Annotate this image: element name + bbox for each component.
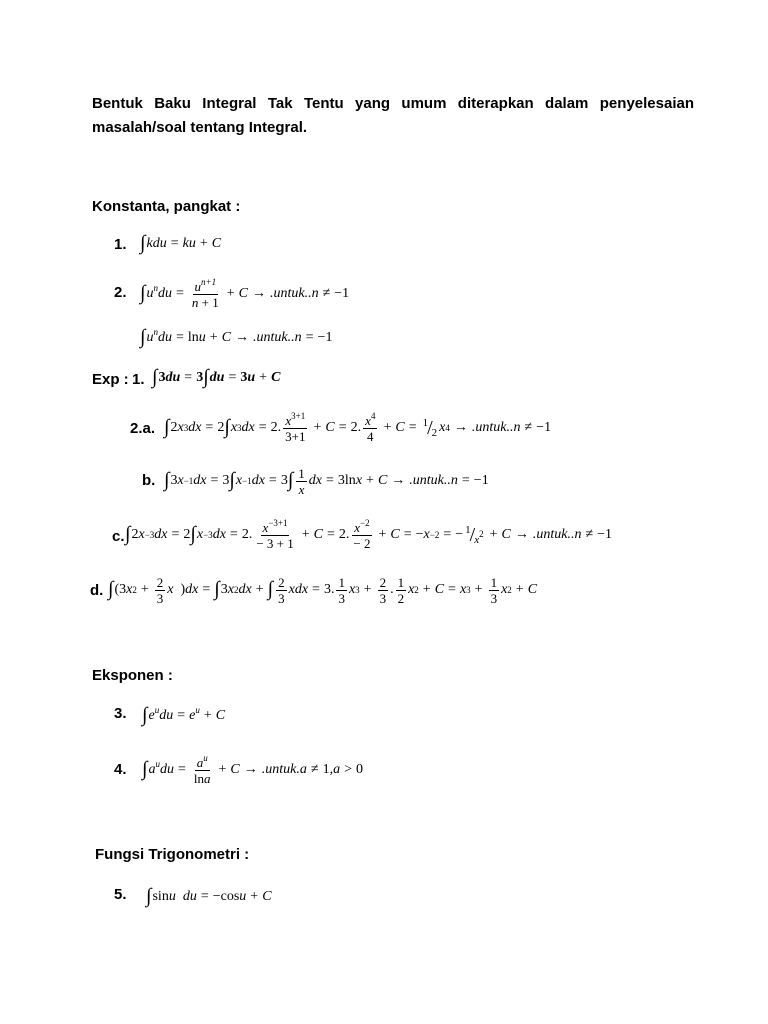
formula-number-2: 2. [114,284,127,301]
example-number-2a: 2.a. [130,420,156,437]
formula-2-log-rule: ∫ $u^ndu$ = ln u + C → .untuk..n = −1 [140,326,333,348]
example-d: ∫ (3 x 2 + $\frac{2}{3}$ x ) dx = ∫ 3 x 2 dx + ∫ $\frac{2}{3}$ xdx = 3. $\frac{1}{3}$ x 3 + $\frac{2}{3}$ . $\frac{1}{2}$ x 2 + C = x 3 + $\frac{1}{3}$ x 2 + C [108,574,538,606]
formula-4: ∫ $a^udu$ = $\frac{a^u}{\ln a}$ + C → .untuk.a ≠ 1, a > 0 [142,752,363,786]
section-fungsi-trigonometri: Fungsi Trigonometri : [95,846,250,863]
formula-1: ∫ kdu = ku + C [140,232,222,254]
example-number-1: 1. [132,371,145,388]
example-1: ∫ 3du = 3 ∫ du = 3u + C [152,366,281,388]
example-number-b: b. [142,472,156,489]
formula-number-4: 4. [114,761,127,778]
example-b: ∫ 3 x −1 dx = 3 ∫ x −1 dx = 3 ∫ $\frac{1}{x}$ dx = 3ln x + C → .untuk..n = −1 [164,465,489,497]
example-c: ∫ 2 x −3 dx = 2 ∫ x −3 dx = 2. $\frac{x^{-3+1}}{- 3 + 1}$ + C = 2. $\frac{x^{-2}}{- 2}$ + C = − x −2 = − 1 / $x^2$ + C → .untuk..n ≠ −1 [125,517,613,551]
example-number-c: c. [112,528,125,545]
document-heading: Bentuk Baku Integral Tak Tentu yang umum diterapkan dalam penyelesaian masalah/soal tentang Integral. [92,95,694,136]
example-number-d: d. [90,582,104,599]
formula-number-1: 1. [114,236,127,253]
example-2a: ∫ 2 x 3 dx = 2 ∫ x 3 dx = 2. $\frac{x^{3+1}}{3+1}$ + C = 2. $\frac{x^4}{4}$ + C = 1 / 2 x 4 → .untuk..n ≠ −1 [164,410,552,444]
formula-number-3: 3. [114,705,127,722]
formula-5: ∫ sin u du = −cos u + C [146,885,272,907]
section-konstanta-pangkat: Konstanta, pangkat : [92,198,241,215]
formula-number-5: 5. [114,886,127,903]
formula-2-power-rule: ∫ $u^ndu$ = $\frac{u^{n+1}}{n + 1}$ + C → .untuk..n ≠ −1 [140,276,350,310]
section-eksponen: Eksponen : [92,667,173,684]
formula-3: ∫ $e^udu$ = $e^u$ + C [142,704,226,726]
section-exp: Exp : [92,371,129,388]
